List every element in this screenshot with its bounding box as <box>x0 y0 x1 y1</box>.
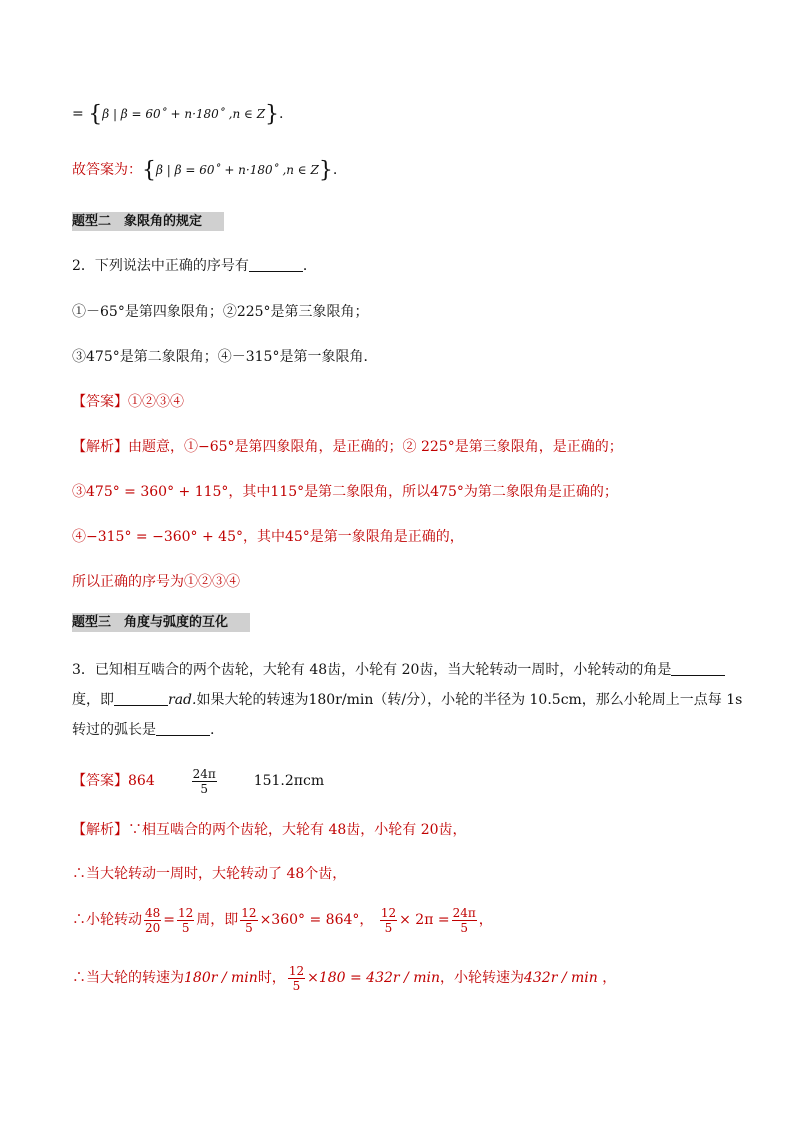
equals-sign: = <box>72 106 84 122</box>
denominator: 5 <box>200 781 209 796</box>
answer-blank-1 <box>671 661 725 676</box>
analysis-text: 时， <box>257 970 286 986</box>
left-brace: { <box>142 158 156 183</box>
equation-set-line <box>72 104 283 125</box>
analysis-text: 由题意，①−65°是第四象限角，是正确的；② 225°是第三象限角，是正确的； <box>128 439 623 455</box>
stem-text: 转过的弧长是 <box>72 722 156 738</box>
numerator: 12 <box>241 905 257 920</box>
answer-blank-3 <box>156 721 210 736</box>
analysis-text: ×360° = 864°， <box>259 912 374 928</box>
numerator: 48 <box>145 905 161 920</box>
analysis-text: ∴当大轮的转速为 <box>72 970 184 986</box>
question-3-analysis-3 <box>72 902 493 938</box>
analysis-text: ∴小轮转动 <box>72 912 142 928</box>
answer-tag: 【答案】 <box>72 394 128 410</box>
question-2-line-1: ①－65°是第四象限角；②225°是第三象限角； <box>72 304 369 320</box>
question-2-stem <box>72 256 317 276</box>
set-body: β | β = 60˚ + n·180˚ ,n ∈ Z <box>156 163 319 177</box>
answer-set-line <box>72 160 337 181</box>
right-brace: } <box>318 158 333 183</box>
stem-text: 度，即 <box>72 692 114 708</box>
answer-value-2 <box>192 767 217 796</box>
answer-value-1: 864 <box>128 773 155 789</box>
question-3-analysis-1 <box>72 820 467 840</box>
denominator: 5 <box>384 920 393 935</box>
question-2-analysis-4: 所以正确的序号为①②③④ <box>72 574 240 590</box>
speed-value: 432r / min <box>523 970 598 986</box>
analysis-tag: 【解析】 <box>72 439 128 455</box>
speed-value: 180r / min <box>184 970 258 986</box>
stem-text: 如果大轮的转速为180r/min（转/分），小轮的半径为 10.5cm，那么小轮周上一点每 1s <box>196 692 743 708</box>
analysis-text: ， <box>602 970 617 986</box>
fraction-12-5 <box>177 906 194 935</box>
fraction-12-5 <box>240 906 257 935</box>
question-3-answer <box>72 766 324 796</box>
analysis-text: × 2π = <box>399 912 450 928</box>
question-3-stem-1 <box>72 660 725 680</box>
answer-value: ①②③④ <box>128 394 184 410</box>
stem-end: ． <box>302 258 317 274</box>
answer-value-3: 151.2πcm <box>253 773 325 789</box>
denominator: 5 <box>460 920 468 935</box>
answer-label: 故答案为： <box>72 162 142 178</box>
set-body: β | β = 60˚ + n·180˚ ,n ∈ Z <box>102 107 266 121</box>
fraction-12-5 <box>288 964 305 993</box>
numerator: 12 <box>380 905 397 920</box>
question-2-line-2: ③475°是第二象限角；④－315°是第一象限角． <box>72 349 378 365</box>
question-2-analysis-2: ③475° = 360° + 115°，其中115°是第二象限角，所以475°为第二象限角是正确的； <box>72 484 618 500</box>
numerator: 24π <box>452 905 476 920</box>
right-brace: } <box>265 102 280 127</box>
stem-text: 2．下列说法中正确的序号有 <box>72 258 249 274</box>
period: . <box>279 106 284 122</box>
question-3-analysis-2: ∴当大轮转动一周时，大轮转动了 48个齿， <box>72 866 347 882</box>
question-3-stem-3 <box>72 720 214 740</box>
answer-blank-2 <box>114 691 168 706</box>
answer-tag: 【答案】 <box>72 773 128 789</box>
analysis-text: ，小轮转速为 <box>439 970 524 986</box>
question-2-answer <box>72 392 184 412</box>
stem-end: . <box>210 722 215 738</box>
section-heading-3: 题型三 角度与弧度的互化 <box>72 613 250 632</box>
analysis-tag: 【解析】 <box>72 822 128 838</box>
denominator: 5 <box>245 920 253 935</box>
denominator: 5 <box>292 978 301 993</box>
numerator: 12 <box>288 963 305 978</box>
denominator: 20 <box>145 920 161 935</box>
fraction-12-5 <box>380 906 397 935</box>
denominator: 5 <box>181 920 190 935</box>
question-2-analysis-1 <box>72 437 623 457</box>
left-brace: { <box>88 102 103 127</box>
rad-unit: rad. <box>168 692 197 708</box>
answer-blank <box>249 257 303 272</box>
section-heading-2: 题型二 象限角的规定 <box>72 212 224 231</box>
question-2-analysis-3: ④−315° = −360° + 45°，其中45°是第一象限角是正确的， <box>72 529 464 545</box>
equals-sign: = <box>163 912 176 928</box>
analysis-text: ∵相互啮合的两个齿轮，大轮有 48齿，小轮有 20齿， <box>128 822 467 838</box>
numerator: 24π <box>192 766 216 781</box>
question-3-analysis-4 <box>72 960 616 996</box>
analysis-text: 周，即 <box>196 912 239 928</box>
fraction-24pi-5 <box>452 906 477 935</box>
numerator: 12 <box>178 905 194 920</box>
analysis-calc: ×180 = 432r / min <box>307 970 440 986</box>
analysis-text: ， <box>478 912 493 928</box>
period: . <box>332 162 338 178</box>
stem-text: 3．已知相互啮合的两个齿轮，大轮有 48齿，小轮有 20齿，当大轮转动一周时，小轮转动的角是 <box>72 662 672 678</box>
fraction-48-20 <box>144 906 161 935</box>
question-3-stem-2 <box>72 690 742 710</box>
